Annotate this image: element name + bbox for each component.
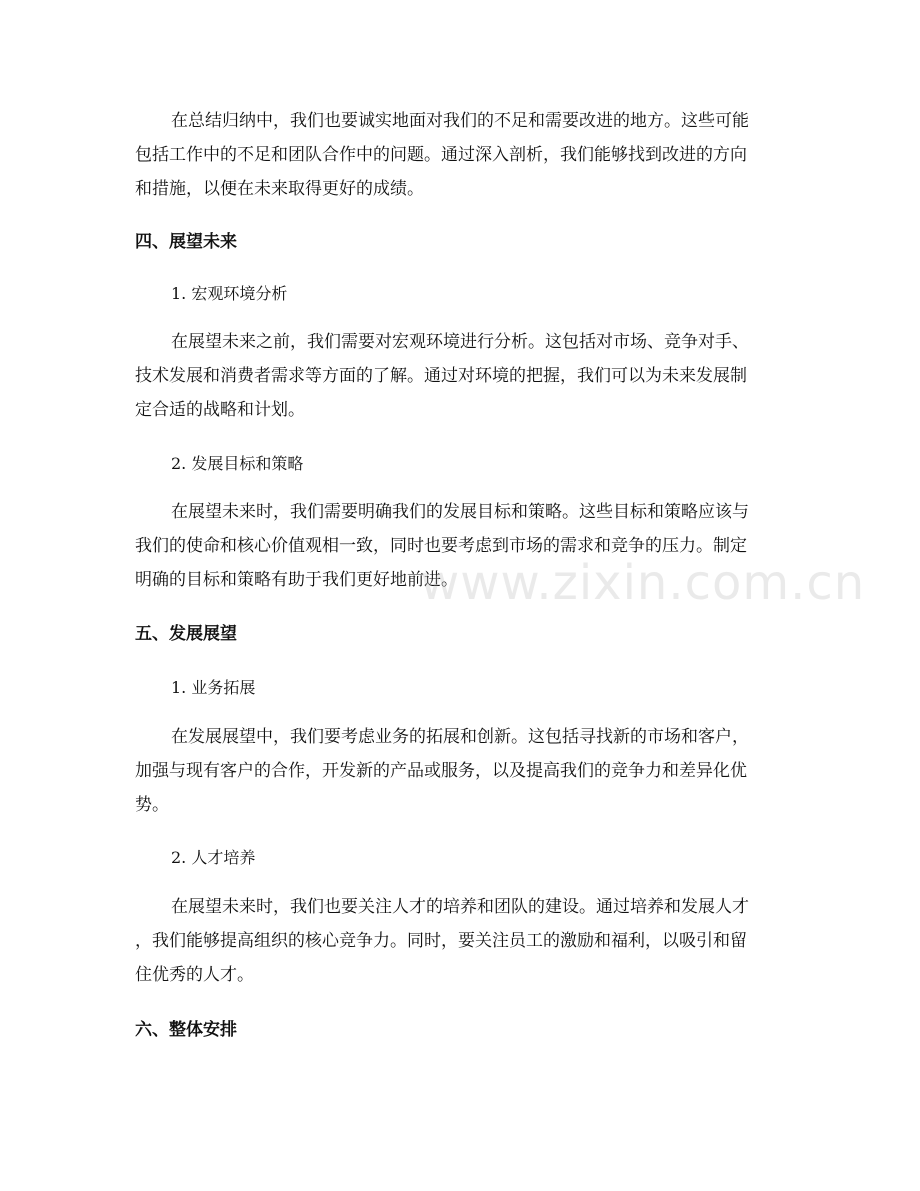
- paragraph-text: [135, 890, 787, 992]
- section-title: 六、整体安排: [135, 1020, 237, 1040]
- text-line: 势。: [135, 795, 169, 815]
- paragraph-5-1: [135, 720, 787, 822]
- paragraph-text: [135, 104, 787, 206]
- text-line: 在展望未来时，我们需要明确我们的发展目标和策略。这些目标和策略应该与: [171, 502, 749, 522]
- text-line: 我们的使命和核心价值观相一致，同时也要考虑到市场的需求和竞争的压力。制定: [135, 536, 747, 556]
- subsection-title: 2. 发展目标和策略: [171, 454, 304, 473]
- subsection-title-5-1: [135, 676, 787, 700]
- text-line: 在展望未来时，我们也要关注人才的培养和团队的建设。通过培养和发展人才: [171, 897, 749, 917]
- subsection-title-4-2: [135, 452, 787, 476]
- section-heading-6: [135, 1018, 787, 1042]
- subsection-title: 2. 人才培养: [171, 848, 256, 867]
- section-title: 五、发展展望: [135, 624, 237, 644]
- text-line: 在展望未来之前，我们需要对宏观环境进行分析。这包括对市场、竞争对手、: [171, 332, 749, 352]
- paragraph-text: [135, 325, 787, 427]
- paragraph-5-2: [135, 890, 787, 992]
- text-line: 住优秀的人才。: [135, 965, 254, 985]
- text-line: 包括工作中的不足和团队合作中的问题。通过深入剖析，我们能够找到改进的方向: [135, 145, 747, 165]
- paragraph-text: [135, 495, 787, 597]
- text-line: 在发展展望中，我们要考虑业务的拓展和创新。这包括寻找新的市场和客户，: [171, 727, 749, 747]
- subsection-title-5-2: [135, 846, 787, 870]
- text-line: 明确的目标和策略有助于我们更好地前进。: [135, 570, 458, 590]
- text-line: 在总结归纳中，我们也要诚实地面对我们的不足和需要改进的地方。这些可能: [171, 111, 749, 131]
- paragraph-4-2: [135, 495, 787, 597]
- subsection-title: 1. 业务拓展: [171, 678, 256, 697]
- text-line: ，我们能够提高组织的核心竞争力。同时，要关注员工的激励和福利，以吸引和留: [135, 931, 747, 951]
- watermark: www.zixin.com.cn: [420, 555, 866, 611]
- section-title: 四、展望未来: [135, 232, 237, 252]
- text-line: 技术发展和消费者需求等方面的了解。通过对环境的把握，我们可以为未来发展制: [135, 366, 747, 386]
- text-line: 定合适的战略和计划。: [135, 400, 305, 420]
- subsection-title-4-1: [135, 282, 787, 306]
- section-heading-4: [135, 230, 787, 254]
- paragraph-4-1: [135, 325, 787, 427]
- text-line: 加强与现有客户的合作，开发新的产品或服务，以及提高我们的竞争力和差异化优: [135, 761, 747, 781]
- paragraph-intro: [135, 104, 787, 206]
- section-heading-5: [135, 622, 787, 646]
- text-line: 和措施，以便在未来取得更好的成绩。: [135, 179, 424, 199]
- subsection-title: 1. 宏观环境分析: [171, 284, 288, 303]
- paragraph-text: [135, 720, 787, 822]
